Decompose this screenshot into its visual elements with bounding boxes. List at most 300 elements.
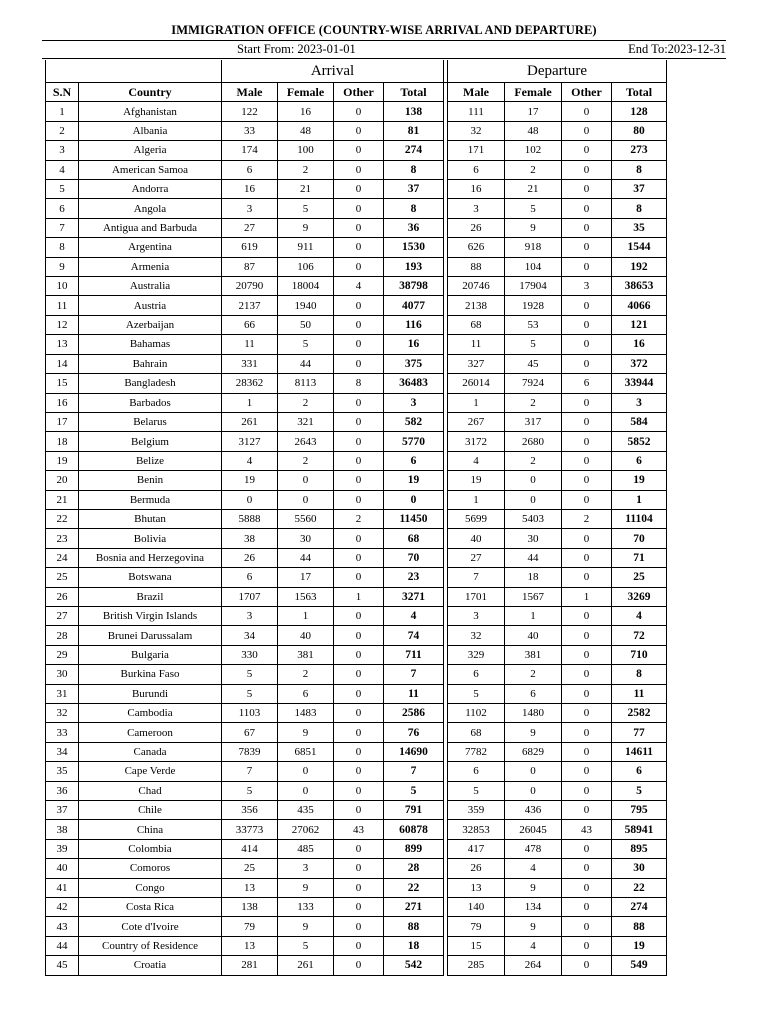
departure-other-cell: 6: [562, 374, 612, 393]
departure-female-cell: 44: [505, 548, 562, 567]
departure-other-cell: 0: [562, 199, 612, 218]
country-cell: Bulgaria: [79, 645, 222, 664]
departure-female-cell: 53: [505, 315, 562, 334]
departure-other-cell: 0: [562, 878, 612, 897]
arrival-male-cell: 3: [222, 606, 278, 625]
departure-female-cell: 1480: [505, 704, 562, 723]
arrival-other-cell: 0: [334, 606, 384, 625]
departure-total-cell: 19: [612, 471, 667, 490]
departure-total-cell: 274: [612, 898, 667, 917]
arrival-other-cell: 0: [334, 238, 384, 257]
table-row: [46, 471, 667, 490]
departure-other-cell: 0: [562, 956, 612, 975]
departure-other-cell: 0: [562, 898, 612, 917]
sn-cell: 11: [46, 296, 79, 315]
departure-total-cell: 22: [612, 878, 667, 897]
arrival-female-cell: 1940: [278, 296, 334, 315]
country-cell: Colombia: [79, 839, 222, 858]
arrival-total-cell: 36: [384, 218, 444, 237]
country-cell: Cape Verde: [79, 762, 222, 781]
table-row: [46, 936, 667, 955]
end-date: End To:2023-12-31: [628, 42, 726, 56]
sn-cell: 40: [46, 859, 79, 878]
departure-total-cell: 72: [612, 626, 667, 645]
country-cell: Brazil: [79, 587, 222, 606]
sn-cell: 6: [46, 199, 79, 218]
country-cell: Cote d'Ivoire: [79, 917, 222, 936]
departure-other-cell: 43: [562, 820, 612, 839]
table-row: [46, 820, 667, 839]
departure-total-cell: 5852: [612, 432, 667, 451]
country-cell: Chile: [79, 801, 222, 820]
country-cell: Brunei Darussalam: [79, 626, 222, 645]
arrival-departure-table: [45, 60, 667, 976]
departure-male-cell: 16: [448, 180, 505, 199]
table-row: [46, 587, 667, 606]
table-row: [46, 238, 667, 257]
departure-total-cell: 37: [612, 180, 667, 199]
departure-female-cell: 7924: [505, 374, 562, 393]
arrival-total-cell: 116: [384, 315, 444, 334]
departure-total-cell: 4: [612, 606, 667, 625]
sn-cell: 30: [46, 665, 79, 684]
country-cell: Cambodia: [79, 704, 222, 723]
departure-male-cell: 285: [448, 956, 505, 975]
arrival-male-cell: 3127: [222, 432, 278, 451]
arrival-total-cell: 375: [384, 354, 444, 373]
arrival-female-cell: 911: [278, 238, 334, 257]
departure-female-header: Female: [505, 83, 562, 102]
country-cell: Bermuda: [79, 490, 222, 509]
arrival-female-cell: 1483: [278, 704, 334, 723]
arrival-other-cell: 0: [334, 180, 384, 199]
arrival-other-cell: 0: [334, 801, 384, 820]
title-divider: [42, 40, 726, 41]
arrival-total-cell: 8: [384, 199, 444, 218]
sn-cell: 4: [46, 160, 79, 179]
departure-total-cell: 16: [612, 335, 667, 354]
arrival-total-cell: 2586: [384, 704, 444, 723]
country-cell: Bolivia: [79, 529, 222, 548]
departure-total-cell: 33944: [612, 374, 667, 393]
departure-male-header: Male: [448, 83, 505, 102]
arrival-total-cell: 18: [384, 936, 444, 955]
departure-total-cell: 19: [612, 936, 667, 955]
sn-cell: 38: [46, 820, 79, 839]
arrival-other-cell: 0: [334, 878, 384, 897]
arrival-other-cell: 0: [334, 218, 384, 237]
departure-total-cell: 38653: [612, 277, 667, 296]
arrival-total-cell: 74: [384, 626, 444, 645]
arrival-total-cell: 16: [384, 335, 444, 354]
arrival-other-cell: 0: [334, 898, 384, 917]
arrival-male-cell: 66: [222, 315, 278, 334]
departure-male-cell: 19: [448, 471, 505, 490]
arrival-male-cell: 7: [222, 762, 278, 781]
departure-total-cell: 372: [612, 354, 667, 373]
country-cell: China: [79, 820, 222, 839]
departure-female-cell: 2: [505, 160, 562, 179]
departure-female-cell: 5403: [505, 509, 562, 528]
arrival-other-cell: 0: [334, 529, 384, 548]
table-row: [46, 141, 667, 160]
departure-male-cell: 79: [448, 917, 505, 936]
country-cell: Comoros: [79, 859, 222, 878]
arrival-female-cell: 321: [278, 412, 334, 431]
start-date: Start From: 2023-01-01: [237, 42, 356, 56]
country-cell: Bosnia and Herzegovina: [79, 548, 222, 567]
table-row: [46, 451, 667, 470]
arrival-male-cell: 5: [222, 684, 278, 703]
arrival-male-cell: 20790: [222, 277, 278, 296]
departure-other-cell: 0: [562, 859, 612, 878]
sn-cell: 44: [46, 936, 79, 955]
table-row: [46, 548, 667, 567]
departure-female-cell: 4: [505, 936, 562, 955]
arrival-total-cell: 28: [384, 859, 444, 878]
arrival-other-cell: 0: [334, 626, 384, 645]
arrival-other-cell: 43: [334, 820, 384, 839]
departure-other-cell: 0: [562, 742, 612, 761]
arrival-female-cell: 21: [278, 180, 334, 199]
arrival-total-cell: 22: [384, 878, 444, 897]
arrival-male-cell: 28362: [222, 374, 278, 393]
country-cell: Cameroon: [79, 723, 222, 742]
arrival-male-cell: 7839: [222, 742, 278, 761]
sn-cell: 5: [46, 180, 79, 199]
arrival-female-cell: 1: [278, 606, 334, 625]
arrival-other-cell: 0: [334, 451, 384, 470]
arrival-female-cell: 8113: [278, 374, 334, 393]
country-cell: Afghanistan: [79, 102, 222, 121]
departure-male-cell: 32: [448, 121, 505, 140]
arrival-other-cell: 0: [334, 471, 384, 490]
arrival-female-cell: 44: [278, 354, 334, 373]
departure-male-cell: 7782: [448, 742, 505, 761]
country-cell: Australia: [79, 277, 222, 296]
arrival-total-cell: 791: [384, 801, 444, 820]
departure-female-cell: 17: [505, 102, 562, 121]
country-cell: Bhutan: [79, 509, 222, 528]
data-table-container: [45, 60, 667, 976]
arrival-male-cell: 261: [222, 412, 278, 431]
arrival-female-cell: 17: [278, 568, 334, 587]
arrival-other-cell: 0: [334, 335, 384, 354]
arrival-total-cell: 3271: [384, 587, 444, 606]
departure-male-cell: 20746: [448, 277, 505, 296]
arrival-total-cell: 19: [384, 471, 444, 490]
sn-cell: 35: [46, 762, 79, 781]
group-header-row: [46, 60, 667, 83]
arrival-total-cell: 193: [384, 257, 444, 276]
departure-female-cell: 45: [505, 354, 562, 373]
arrival-total-cell: 68: [384, 529, 444, 548]
table-row: [46, 626, 667, 645]
arrival-female-cell: 50: [278, 315, 334, 334]
departure-total-cell: 1: [612, 490, 667, 509]
sn-cell: 16: [46, 393, 79, 412]
departure-female-cell: 30: [505, 529, 562, 548]
arrival-total-cell: 6: [384, 451, 444, 470]
arrival-other-cell: 0: [334, 393, 384, 412]
arrival-male-cell: 79: [222, 917, 278, 936]
table-row: [46, 490, 667, 509]
sn-cell: 24: [46, 548, 79, 567]
arrival-female-cell: 9: [278, 878, 334, 897]
country-cell: Bahamas: [79, 335, 222, 354]
departure-total-cell: 4066: [612, 296, 667, 315]
departure-total-cell: 35: [612, 218, 667, 237]
table-row: [46, 102, 667, 121]
departure-total-cell: 895: [612, 839, 667, 858]
departure-male-cell: 6: [448, 160, 505, 179]
table-row: [46, 801, 667, 820]
departure-total-cell: 11: [612, 684, 667, 703]
departure-total-cell: 8: [612, 665, 667, 684]
arrival-total-cell: 14690: [384, 742, 444, 761]
country-cell: Belize: [79, 451, 222, 470]
arrival-male-cell: 16: [222, 180, 278, 199]
arrival-male-cell: 87: [222, 257, 278, 276]
sn-cell: 28: [46, 626, 79, 645]
sn-cell: 43: [46, 917, 79, 936]
sn-cell: 37: [46, 801, 79, 820]
sn-cell: 10: [46, 277, 79, 296]
arrival-male-cell: 1103: [222, 704, 278, 723]
arrival-total-cell: 37: [384, 180, 444, 199]
departure-male-cell: 1: [448, 393, 505, 412]
arrival-other-cell: 0: [334, 160, 384, 179]
table-row: [46, 956, 667, 975]
departure-male-cell: 5: [448, 684, 505, 703]
arrival-other-cell: 0: [334, 781, 384, 800]
arrival-total-cell: 0: [384, 490, 444, 509]
departure-total-cell: 710: [612, 645, 667, 664]
departure-total-cell: 1544: [612, 238, 667, 257]
departure-female-cell: 0: [505, 762, 562, 781]
sn-cell: 32: [46, 704, 79, 723]
sn-cell: 12: [46, 315, 79, 334]
country-header: Country: [79, 83, 222, 102]
departure-female-cell: 2680: [505, 432, 562, 451]
country-cell: Albania: [79, 121, 222, 140]
country-cell: Congo: [79, 878, 222, 897]
departure-male-cell: 27: [448, 548, 505, 567]
country-cell: British Virgin Islands: [79, 606, 222, 625]
arrival-total-header: Total: [384, 83, 444, 102]
departure-total-cell: 121: [612, 315, 667, 334]
departure-female-cell: 48: [505, 121, 562, 140]
country-cell: Angola: [79, 199, 222, 218]
departure-female-cell: 40: [505, 626, 562, 645]
arrival-total-cell: 60878: [384, 820, 444, 839]
sn-cell: 26: [46, 587, 79, 606]
departure-male-cell: 32853: [448, 820, 505, 839]
departure-male-cell: 359: [448, 801, 505, 820]
arrival-male-cell: 26: [222, 548, 278, 567]
arrival-total-cell: 274: [384, 141, 444, 160]
table-row: [46, 781, 667, 800]
sn-cell: 14: [46, 354, 79, 373]
arrival-female-cell: 0: [278, 762, 334, 781]
arrival-total-cell: 1530: [384, 238, 444, 257]
arrival-male-cell: 6: [222, 568, 278, 587]
sn-cell: 23: [46, 529, 79, 548]
arrival-total-cell: 5: [384, 781, 444, 800]
arrival-male-cell: 67: [222, 723, 278, 742]
table-row: [46, 898, 667, 917]
arrival-female-cell: 2643: [278, 432, 334, 451]
group-spacer: [46, 60, 222, 83]
departure-other-cell: 0: [562, 354, 612, 373]
sn-cell: 8: [46, 238, 79, 257]
arrival-total-cell: 899: [384, 839, 444, 858]
table-row: [46, 257, 667, 276]
departure-total-cell: 80: [612, 121, 667, 140]
country-cell: Bangladesh: [79, 374, 222, 393]
arrival-total-cell: 7: [384, 665, 444, 684]
departure-female-cell: 9: [505, 917, 562, 936]
departure-total-cell: 88: [612, 917, 667, 936]
departure-female-cell: 134: [505, 898, 562, 917]
arrival-female-cell: 5: [278, 936, 334, 955]
arrival-other-cell: 0: [334, 917, 384, 936]
sn-cell: 36: [46, 781, 79, 800]
departure-female-cell: 17904: [505, 277, 562, 296]
arrival-other-cell: 0: [334, 412, 384, 431]
departure-male-cell: 6: [448, 762, 505, 781]
table-row: [46, 665, 667, 684]
arrival-female-cell: 9: [278, 723, 334, 742]
departure-other-cell: 0: [562, 665, 612, 684]
departure-total-cell: 14611: [612, 742, 667, 761]
arrival-male-cell: 38: [222, 529, 278, 548]
departure-group-header: Departure: [448, 60, 667, 83]
departure-male-cell: 267: [448, 412, 505, 431]
departure-other-cell: 0: [562, 684, 612, 703]
departure-male-cell: 3172: [448, 432, 505, 451]
departure-female-cell: 9: [505, 723, 562, 742]
country-cell: Botswana: [79, 568, 222, 587]
arrival-male-cell: 33: [222, 121, 278, 140]
departure-male-cell: 6: [448, 665, 505, 684]
table-row: [46, 393, 667, 412]
arrival-total-cell: 138: [384, 102, 444, 121]
arrival-other-cell: 0: [334, 315, 384, 334]
sn-cell: 25: [46, 568, 79, 587]
departure-total-cell: 3269: [612, 587, 667, 606]
arrival-other-cell: 0: [334, 684, 384, 703]
departure-other-cell: 0: [562, 121, 612, 140]
departure-total-header: Total: [612, 83, 667, 102]
arrival-male-cell: 331: [222, 354, 278, 373]
departure-other-cell: 0: [562, 102, 612, 121]
departure-male-cell: 26: [448, 218, 505, 237]
departure-male-cell: 327: [448, 354, 505, 373]
departure-male-cell: 68: [448, 315, 505, 334]
sn-cell: 19: [46, 451, 79, 470]
arrival-male-cell: 356: [222, 801, 278, 820]
arrival-total-cell: 81: [384, 121, 444, 140]
departure-other-cell: 0: [562, 568, 612, 587]
arrival-female-cell: 435: [278, 801, 334, 820]
departure-female-cell: 2: [505, 451, 562, 470]
departure-male-cell: 13: [448, 878, 505, 897]
sn-cell: 27: [46, 606, 79, 625]
departure-total-cell: 273: [612, 141, 667, 160]
arrival-other-cell: 0: [334, 665, 384, 684]
arrival-female-cell: 6: [278, 684, 334, 703]
departure-other-cell: 0: [562, 645, 612, 664]
table-row: [46, 645, 667, 664]
departure-male-cell: 140: [448, 898, 505, 917]
departure-total-cell: 5: [612, 781, 667, 800]
departure-other-cell: 0: [562, 471, 612, 490]
country-cell: Belarus: [79, 412, 222, 431]
departure-total-cell: 2582: [612, 704, 667, 723]
arrival-female-cell: 5560: [278, 509, 334, 528]
table-row: [46, 335, 667, 354]
departure-other-cell: 0: [562, 781, 612, 800]
arrival-female-cell: 2: [278, 160, 334, 179]
departure-female-cell: 317: [505, 412, 562, 431]
departure-male-cell: 5699: [448, 509, 505, 528]
sn-cell: 22: [46, 509, 79, 528]
arrival-male-cell: 25: [222, 859, 278, 878]
departure-other-cell: 0: [562, 606, 612, 625]
departure-other-cell: 0: [562, 160, 612, 179]
departure-female-cell: 5: [505, 199, 562, 218]
arrival-total-cell: 4077: [384, 296, 444, 315]
country-cell: Costa Rica: [79, 898, 222, 917]
departure-other-cell: 1: [562, 587, 612, 606]
arrival-male-cell: 19: [222, 471, 278, 490]
departure-total-cell: 3: [612, 393, 667, 412]
country-cell: Chad: [79, 781, 222, 800]
arrival-female-cell: 9: [278, 917, 334, 936]
departure-total-cell: 77: [612, 723, 667, 742]
arrival-other-cell: 0: [334, 257, 384, 276]
departure-female-cell: 5: [505, 335, 562, 354]
departure-female-cell: 1567: [505, 587, 562, 606]
arrival-other-cell: 4: [334, 277, 384, 296]
sn-cell: 9: [46, 257, 79, 276]
arrival-total-cell: 11: [384, 684, 444, 703]
departure-male-cell: 1: [448, 490, 505, 509]
table-row: [46, 354, 667, 373]
arrival-other-cell: 0: [334, 839, 384, 858]
country-cell: Croatia: [79, 956, 222, 975]
departure-other-cell: 0: [562, 257, 612, 276]
arrival-male-cell: 33773: [222, 820, 278, 839]
arrival-other-cell: 0: [334, 548, 384, 567]
departure-female-cell: 381: [505, 645, 562, 664]
departure-male-cell: 11: [448, 335, 505, 354]
departure-other-cell: 3: [562, 277, 612, 296]
country-cell: Antigua and Barbuda: [79, 218, 222, 237]
arrival-other-cell: 0: [334, 704, 384, 723]
sn-cell: 29: [46, 645, 79, 664]
departure-other-cell: 0: [562, 296, 612, 315]
arrival-male-cell: 6: [222, 160, 278, 179]
country-cell: Bahrain: [79, 354, 222, 373]
departure-other-cell: 0: [562, 936, 612, 955]
country-cell: Canada: [79, 742, 222, 761]
arrival-other-cell: 0: [334, 141, 384, 160]
departure-other-cell: 0: [562, 412, 612, 431]
sn-cell: 41: [46, 878, 79, 897]
departure-total-cell: 128: [612, 102, 667, 121]
